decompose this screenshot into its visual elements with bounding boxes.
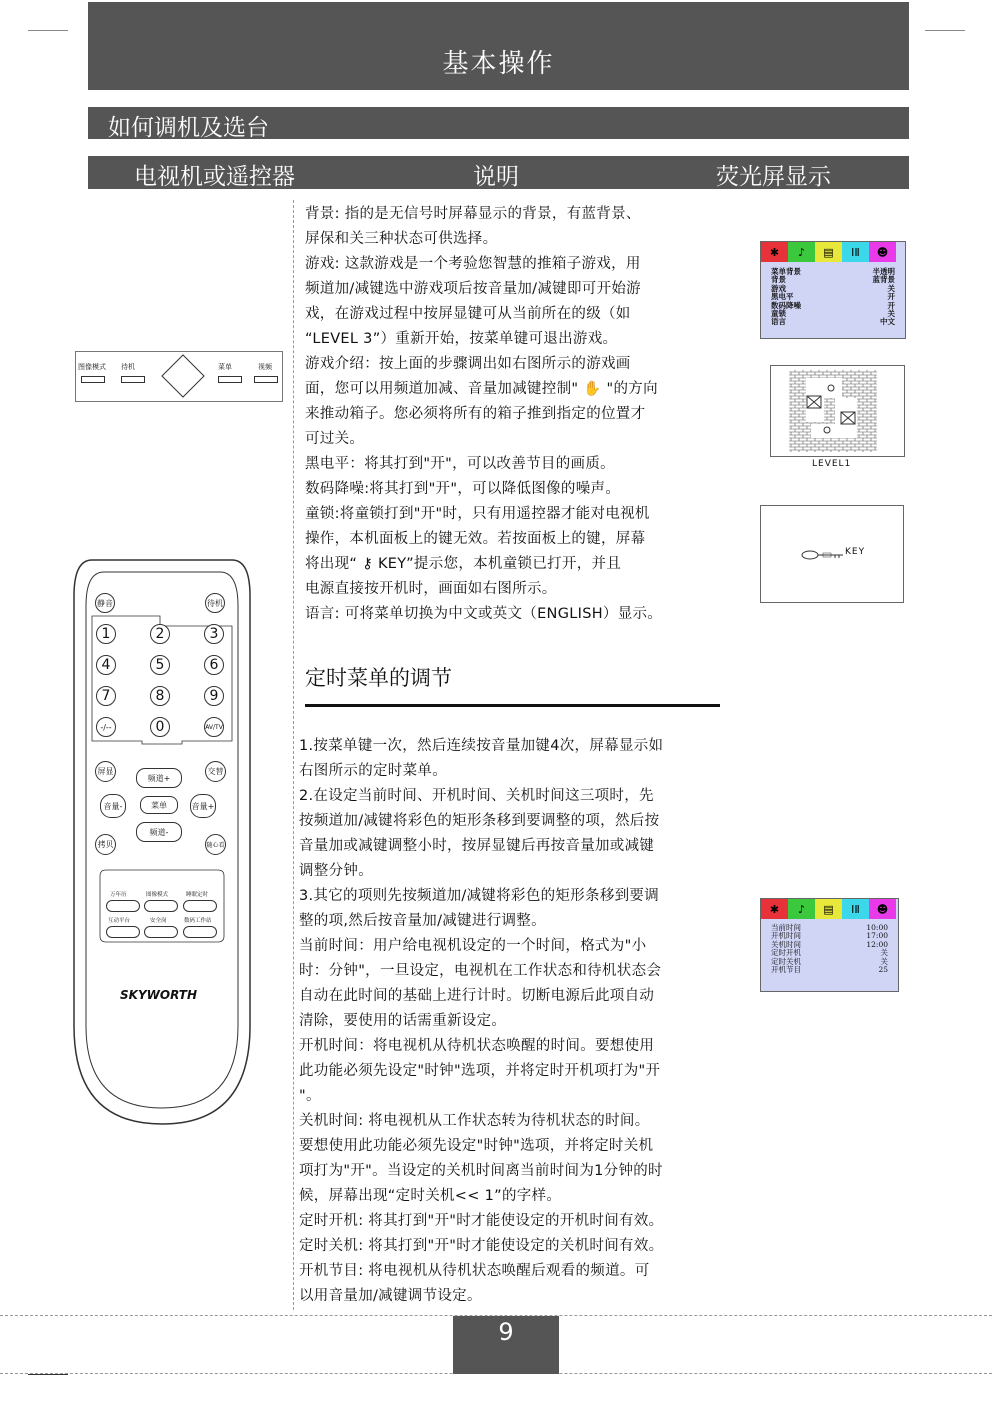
number-button-9[interactable]: 9 [204, 686, 224, 706]
osd-tab-icon: ☻ [869, 242, 896, 262]
mute-button[interactable]: 静音 [95, 593, 115, 613]
text-line: 整的项,然后按音量加/减键进行调整。 [299, 913, 546, 929]
text-line: 定时开机: 将其打到"开"时才能使设定的开机时间有效。 [299, 1213, 664, 1229]
text-line: 黑电平：将其打到"开"，可以改善节目的画质。 [305, 456, 615, 472]
text-line: “LEVEL 3”）重新开始，按菜单键可退出游戏。 [305, 331, 618, 347]
text-line: 右图所示的定时菜单。 [299, 763, 447, 779]
column-header-band [88, 156, 909, 189]
text-line: 以用音量加/减键调节设定。 [299, 1288, 482, 1304]
osd-tab-icon: ⅠⅡ [842, 899, 869, 919]
osd-tab-icon: ▤ [815, 242, 842, 262]
text-line: 按频道加/减键将彩色的矩形条移到要调整的项，然后按 [299, 813, 660, 829]
text-line: 要想使用此功能必须先设定"时钟"选项，并将定时关机 [299, 1138, 654, 1154]
text-line: 调整分钟。 [299, 863, 373, 879]
osd-row-label: 开机时间 [771, 931, 801, 941]
key-icon [801, 550, 845, 560]
text-line: 童锁:将童锁打到"开"时，只有用遥控器才能对电视机 [305, 506, 650, 522]
text-line: 面，您可以用频道加减、音量加减键控制" ✋ "的方向 [305, 381, 658, 397]
label-security: 安全岗 [150, 918, 167, 924]
osd-row-label: 关机时间 [771, 939, 801, 949]
osd-row [771, 302, 895, 310]
number-button-4[interactable]: 4 [96, 655, 116, 675]
column-header-screen: 荧光屏显示 [716, 164, 831, 190]
osd-row-value: 开 [887, 292, 895, 302]
text-line: 语言: 可将菜单切换为中文或英文（ENGLISH）显示。 [305, 606, 663, 622]
swap-button[interactable]: 交替 [205, 761, 226, 782]
osd-row-value: 半透明 [872, 267, 895, 276]
osd-row-value: 中文 [880, 317, 895, 327]
text-line: 2.在设定当前时间、开机时间、关机时间这三项时，先 [299, 788, 654, 804]
osd-row [771, 276, 895, 284]
osd-row-value: 12:00 [866, 939, 888, 949]
panel-label-picture-mode: 图像模式 [78, 363, 106, 371]
osd-tab-icon: ♪ [788, 242, 815, 262]
text-line: 屏保和关三种状态可供选择。 [305, 231, 498, 247]
digital-station-button[interactable] [183, 926, 217, 938]
number-button-1[interactable]: 1 [96, 624, 116, 644]
tv-front-panel [75, 351, 283, 402]
text-line: 数码降噪:将其打到"开"，可以降低图像的噪声。 [305, 481, 621, 497]
panel-direction-pad[interactable] [160, 354, 206, 398]
label-sleep-timer: 睡眠定时 [186, 892, 209, 898]
osd-tabs [761, 899, 896, 919]
osd-row-value: 蓝背景 [872, 275, 895, 285]
text-line: 戏，在游戏过程中按屏显键可从当前所在的级（如 [305, 306, 631, 322]
copy-button[interactable]: 拷贝 [95, 834, 116, 855]
label-calendar: 万年历 [110, 892, 127, 898]
text-line: 背景: 指的是无信号时屏幕显示的背景，有蓝背景、 [305, 206, 641, 222]
panel-video-button[interactable] [254, 376, 278, 383]
page-number: 9 [498, 1318, 514, 1346]
standby-button[interactable]: 待机 [205, 593, 225, 613]
key-text: KEY [845, 547, 866, 557]
text-line: 开机时间：将电视机从待机状态唤醒的时间。要想使用 [299, 1038, 655, 1054]
osd-row-label: 游戏 [771, 283, 786, 293]
menu-button[interactable]: 菜单 [140, 796, 178, 814]
channel-down-button[interactable]: 频道- [136, 822, 182, 842]
osd-row [771, 318, 895, 326]
security-button[interactable] [144, 926, 178, 938]
label-digital-station: 数码工作站 [184, 918, 212, 924]
channel-up-button[interactable]: 频道+ [136, 768, 182, 788]
osd-row [771, 310, 895, 318]
osd-row-label: 定时开机 [771, 948, 801, 958]
text-line: 定时关机: 将其打到"开"时才能使设定的关机时间有效。 [299, 1238, 664, 1254]
subsection-title: 定时菜单的调节 [305, 666, 452, 690]
label-picture-mode: 图像模式 [146, 892, 169, 898]
number-button-0[interactable]: 0 [150, 717, 170, 737]
osd-row-label: 菜单背景 [771, 267, 801, 276]
osd-row-label: 数码降噪 [771, 300, 801, 310]
number-button-3[interactable]: 3 [204, 624, 224, 644]
number-button-6[interactable]: 6 [204, 655, 224, 675]
osd-row-label: 开机节目 [771, 965, 801, 975]
osd-row-value: 关 [880, 956, 888, 966]
osd-rows [771, 924, 888, 974]
section-title: 如何调机及选台 [108, 115, 269, 141]
osd-row-label: 黑电平 [771, 292, 794, 302]
volume-up-button[interactable]: 音量+ [190, 794, 216, 818]
digit-mode-button[interactable]: -/-- [96, 717, 116, 737]
av-tv-button[interactable]: AV/TV [204, 717, 224, 737]
column-header-description: 说明 [473, 164, 519, 190]
panel-label-standby: 待机 [121, 363, 135, 371]
text-line: 此功能必须先设定"时钟"选项，并将定时开机项打为"开 [299, 1063, 661, 1079]
text-line: 来推动箱子。您必须将所有的箱子推到指定的位置才 [305, 406, 646, 422]
column-header-device: 电视机或遥控器 [134, 164, 295, 190]
title-band [88, 2, 909, 90]
label-interactive: 互动平台 [108, 918, 131, 924]
brand-logo: SKYWORTH [120, 988, 197, 1002]
osd-tabs [761, 242, 896, 262]
remote-control [70, 556, 254, 1129]
osd-button[interactable]: 屏显 [95, 761, 116, 782]
text-line: 清除，要使用的话需重新设定。 [299, 1013, 507, 1029]
osd-tab-icon: ✱ [761, 242, 788, 262]
game-screen [770, 365, 905, 457]
osd-row [771, 966, 888, 974]
section-band [88, 107, 909, 139]
child-lock-screen [760, 505, 904, 603]
text-line: 项打为"开"。当设定的关机时间离当前时间为1分钟的时 [299, 1163, 663, 1179]
description-block-2 [299, 734, 739, 1309]
page-title: 基本操作 [442, 49, 555, 79]
text-line: 操作，本机面板上的键无效。若按面板上的键，屏幕 [305, 531, 646, 547]
text-line: 音量加或减键调整小时，按屏显键后再按音量加或减键 [299, 838, 655, 854]
sleep-timer-button[interactable] [183, 900, 217, 912]
text-line: 电源直接按开机时，画面如右图所示。 [305, 581, 557, 597]
sleep-view-button[interactable]: 随心看 [205, 834, 226, 855]
text-line: 自动在此时间的基础上进行计时。切断电源后此项自动 [299, 988, 655, 1004]
text-line: 将出现“ ⚷ KEY”提示您，本机童锁已打开，并且 [305, 556, 622, 572]
osd-row-label: 当前时间 [771, 923, 801, 932]
game-level-label: LEVEL1 [812, 459, 852, 469]
panel-label-menu: 菜单 [218, 363, 232, 371]
osd-tab-icon: ✱ [761, 899, 788, 919]
game-board-image [771, 366, 904, 456]
osd-row-label: 语言 [771, 317, 786, 327]
text-line: 开机节目: 将电视机从待机状态唤醒后观看的频道。可 [299, 1263, 650, 1279]
text-line: 3.其它的项则先按频道加/减键将彩色的矩形条移到要调 [299, 888, 660, 904]
text-line: 游戏: 这款游戏是一个考验您智慧的推箱子游戏，用 [305, 256, 641, 272]
number-button-8[interactable]: 8 [150, 686, 170, 706]
osd-tab-icon: ⅠⅡ [842, 242, 869, 262]
number-button-2[interactable]: 2 [150, 624, 170, 644]
osd-row-value: 开 [887, 300, 895, 310]
picture-mode-button[interactable] [144, 900, 178, 912]
panel-standby-button[interactable] [121, 376, 145, 383]
text-line: 当前时间：用户给电视机设定的一个时间，格式为"小 [299, 938, 647, 954]
volume-down-button[interactable]: 音量- [100, 794, 126, 818]
osd-tab-icon: ☻ [869, 899, 896, 919]
osd-row-value: 10:00 [866, 923, 888, 932]
osd-row-label: 童锁 [771, 309, 786, 319]
panel-picture-mode-button[interactable] [81, 376, 105, 383]
text-line: 1.按菜单键一次，然后连续按音量加键4次，屏幕显示如 [299, 738, 664, 754]
calendar-button[interactable] [106, 900, 140, 912]
osd-rows [771, 268, 895, 327]
osd-row-value: 17:00 [866, 931, 888, 941]
panel-label-video: 视频 [258, 363, 272, 371]
osd-row-label: 背景 [771, 275, 786, 285]
osd-timer-menu [760, 898, 899, 992]
osd-row-value: 关 [887, 309, 895, 319]
osd-row-value: 25 [878, 965, 888, 975]
page-number-box [453, 1316, 559, 1374]
number-button-5[interactable]: 5 [150, 655, 170, 675]
text-line: 游戏介绍：按上面的步骤调出如右图所示的游戏画 [305, 356, 631, 372]
text-line: "。 [299, 1088, 321, 1104]
text-line: 频道加/减键选中游戏项后按音量加/减键即可开始游 [305, 281, 641, 297]
osd-row-value: 关 [880, 948, 888, 958]
text-line: 关机时间: 将电视机从工作状态转为待机状态的时间。 [299, 1113, 650, 1129]
interactive-button[interactable] [106, 926, 140, 938]
osd-row-value: 关 [887, 283, 895, 293]
text-line: 可过关。 [305, 431, 365, 447]
osd-tab-icon: ♪ [788, 899, 815, 919]
osd-row-label: 定时关机 [771, 956, 801, 966]
text-line: 候，屏幕出现“定时关机<< 1”的字样。 [299, 1188, 562, 1204]
panel-menu-button[interactable] [218, 376, 242, 383]
osd-function-menu [760, 241, 906, 339]
number-button-7[interactable]: 7 [96, 686, 116, 706]
osd-tab-icon: ▤ [815, 899, 842, 919]
text-line: 时：分钟"，一旦设定，电视机在工作状态和待机状态会 [299, 963, 662, 979]
